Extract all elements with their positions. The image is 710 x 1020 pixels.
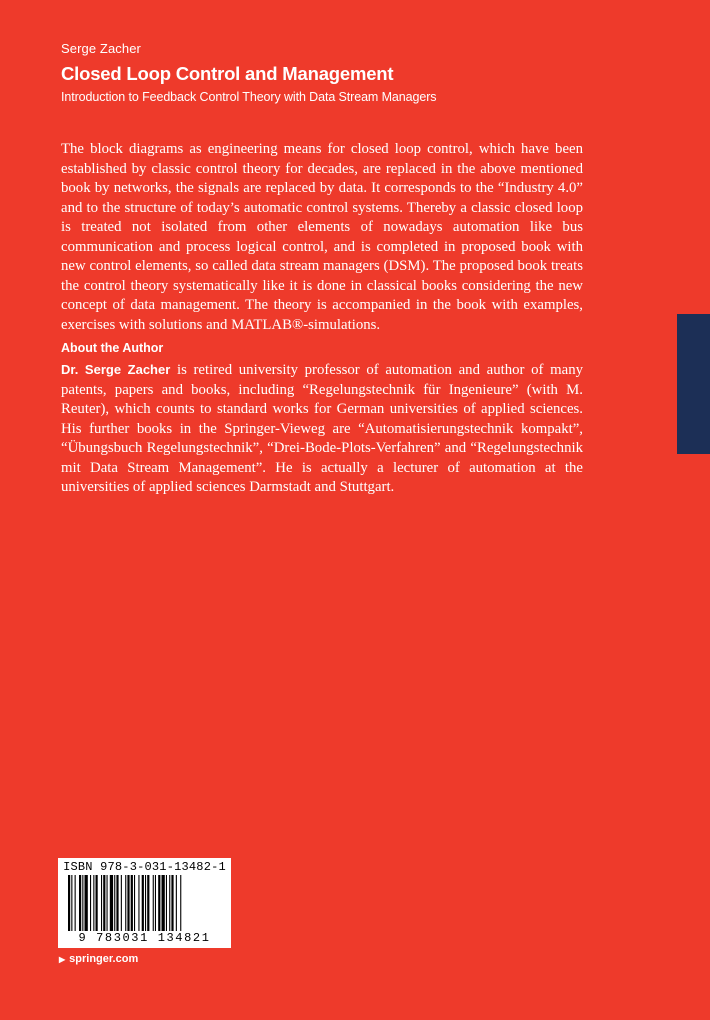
- triangle-arrow-icon: ▶: [59, 954, 66, 964]
- about-author-name: Dr. Serge Zacher: [61, 362, 171, 377]
- book-title: Closed Loop Control and Management: [61, 63, 394, 84]
- barcode-bars: [62, 875, 227, 931]
- color-tab: [677, 314, 710, 454]
- barcode-digits: 9 783031 134821: [78, 931, 211, 945]
- isbn-label: ISBN 978-3-031-13482-1: [63, 860, 226, 874]
- book-description: The block diagrams as engineering means for closed loop control, which have been established by classic control theory for decades, are replaced in the above mentioned book by networks, the signals are replaced by data. It corresponds to the “Industry 4.0” and to the structure of today’s automatic control systems. Thereby a classic closed loop is treated not isolated from other elements of nowadays automation like bus communication and process logical control, and is completed in proposed book with new control elements, so called data stream managers (DSM). The proposed book treats the control theory systematically like it is done in classical books considering the new concept of data management. The theory is accompanied in the book with examples, exercises with solutions and MATLAB®-simulations.: [61, 141, 583, 333]
- isbn-barcode: [58, 858, 231, 948]
- book-subtitle: Introduction to Feedback Control Theory with Data Stream Managers: [61, 90, 437, 104]
- about-author-heading: About the Author: [61, 341, 164, 355]
- publisher-url: springer.com: [69, 953, 139, 965]
- about-author-body: is retired university professor of automation and author of many patents, papers and books, including “Regelungstechnik für Ingenieure” (with M. Reuter), which counts to standard works for German universities of applied sciences. His further books in the Springer-Vieweg are “Automatisierungstechnik kompakt”, “Übungsbuch Regelungstechnik”, “Drei-Bode-Plots-Verfahren” and “Regelungstechnik mit Data Stream Management”. He is actually a lecturer of automation at the universities of applied sciences Darmstadt and Stuttgart.: [61, 362, 583, 495]
- publisher-link[interactable]: [59, 953, 138, 965]
- author-name: Serge Zacher: [61, 41, 141, 56]
- about-author-text: [61, 360, 583, 498]
